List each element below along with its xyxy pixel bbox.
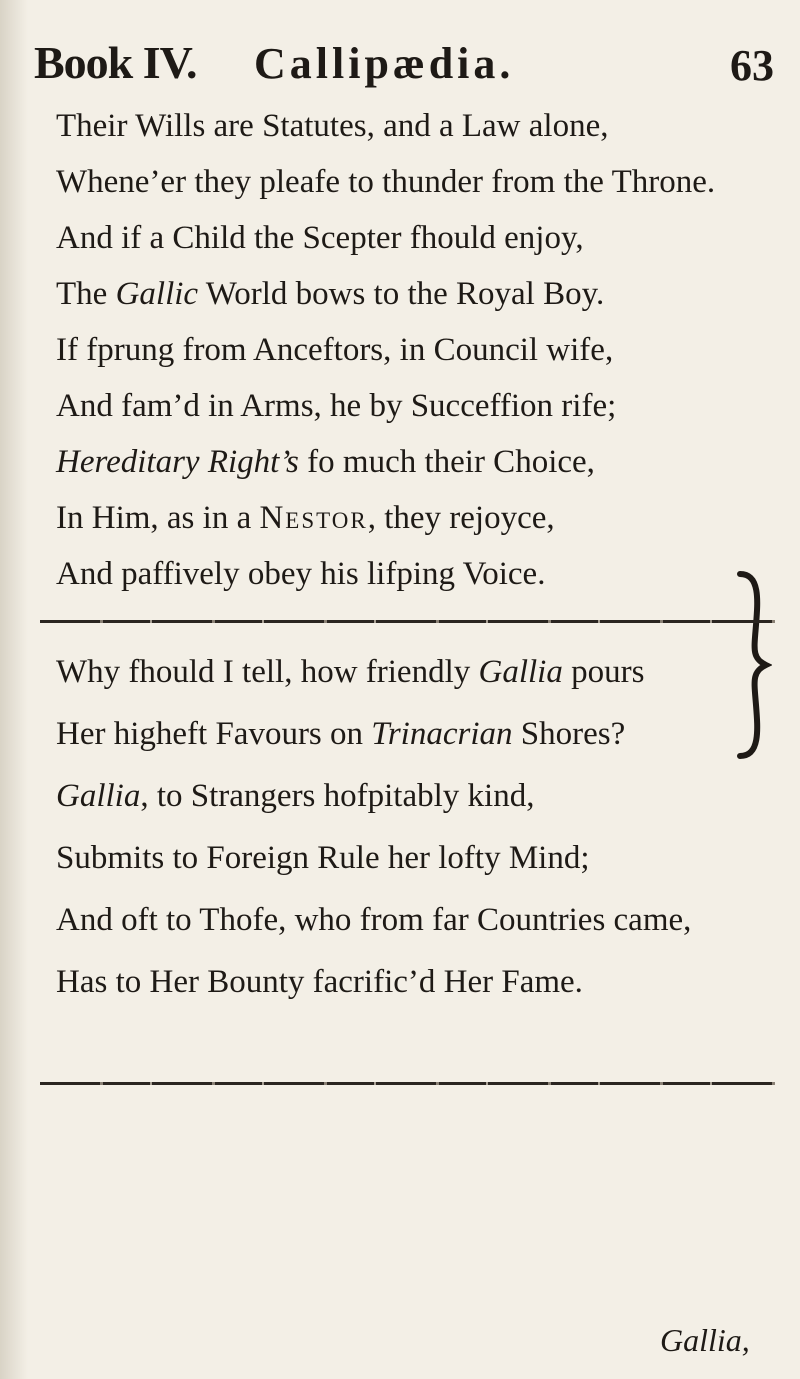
verse-line: Gallia, to Strangers hofpitably kind, <box>56 778 535 814</box>
verse-line: The Gallic World bows to the Royal Boy. <box>56 276 605 312</box>
running-header <box>34 32 774 102</box>
verse-line: Submits to Foreign Rule her lofty Mind; <box>56 840 590 876</box>
book-label: Book IV. <box>34 37 197 88</box>
verse-line: And oft to Thofe, who from far Countries came, <box>56 902 692 938</box>
verse-line: Their Wills are Statutes, and a Law alone, <box>56 108 609 144</box>
verse-line: Why fhould I tell, how friendly Gallia pours <box>56 654 645 690</box>
verse-line: And if a Child the Scepter fhould enjoy, <box>56 220 584 256</box>
verse-line: Whene’er they pleafe to thunder from the Throne. <box>56 164 716 200</box>
page-number: 63 <box>730 41 774 90</box>
page-gutter <box>0 0 28 1379</box>
verse-line: And fam’d in Arms, he by Succeffion rife; <box>56 388 617 424</box>
triplet-brace-icon <box>732 570 772 760</box>
catchword: Gallia, <box>660 1322 750 1358</box>
verse-line: And paffively obey his lifping Voice. <box>56 556 546 592</box>
verse-line: Has to Her Bounty facrific’d Her Fame. <box>56 964 583 1000</box>
section-rule <box>40 1082 775 1085</box>
verse-line: Hereditary Right’s fo much their Choice, <box>56 444 595 480</box>
section-rule <box>40 620 775 623</box>
verse-line: If fprung from Anceftors, in Council wife, <box>56 332 614 368</box>
running-title: Callipædia. <box>254 39 515 88</box>
verse-line: Her higheft Favours on Trinacrian Shores? <box>56 716 626 752</box>
verse-line: In Him, as in a Nestor, they rejoyce, <box>56 500 555 536</box>
